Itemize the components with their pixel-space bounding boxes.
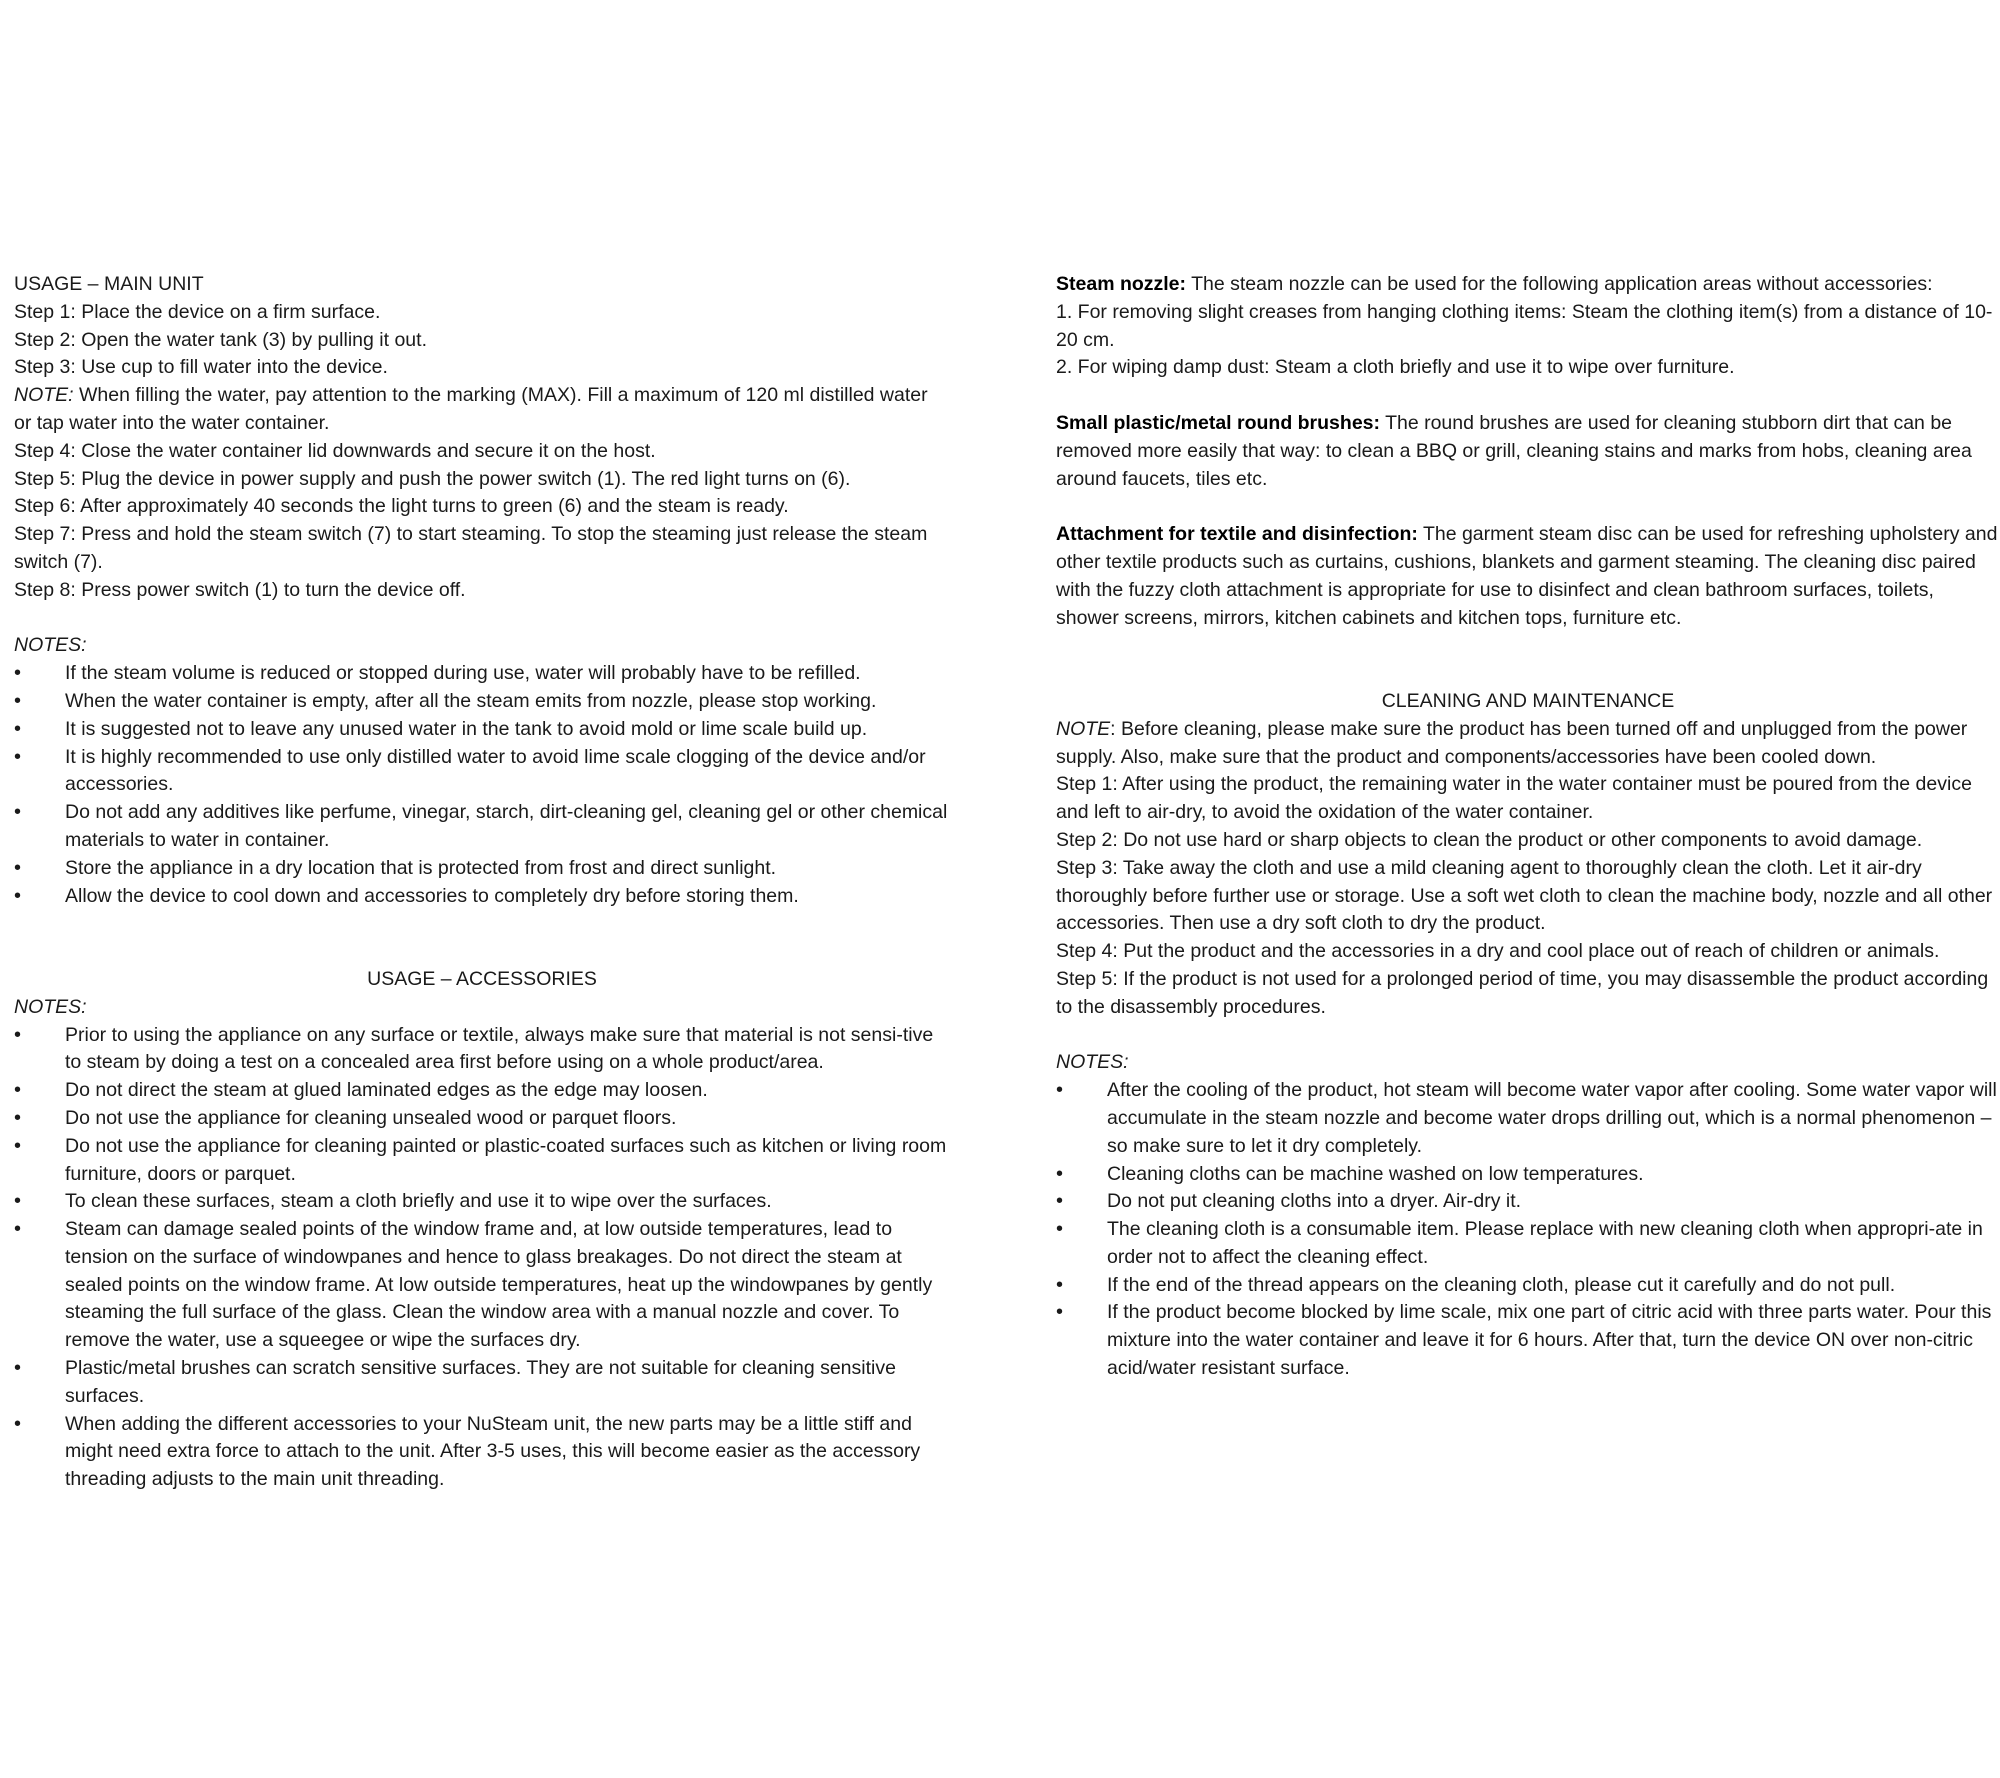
note-label: NOTE [1056, 717, 1111, 740]
section-title-main-unit: USAGE – MAIN UNIT [14, 273, 204, 295]
list-item: • If the steam volume is reduced or stopped during use, water will probably have to be refilled. [14, 660, 950, 688]
cleaning-step-1: Step 1: After using the product, the remaining water in the water container must be poured from the device and left to air-dry, to avoid the oxidation of the water container. [1056, 773, 1972, 824]
step-4: Step 4: Close the water container lid downwards and secure it on the host. [14, 439, 656, 462]
list-item: • Do not direct the steam at glued laminated edges as the edge may loosen. [14, 1077, 950, 1105]
round-brushes-label: Small plastic/metal round brushes: [1056, 411, 1380, 434]
step-8: Step 8: Press power switch (1) to turn the device off. [14, 578, 466, 601]
filling-note [14, 382, 950, 438]
steam-nozzle-intro [1056, 271, 2000, 299]
list-item: • Cleaning cloths can be machine washed on low temperatures. [1056, 1161, 2000, 1189]
list-item: • Do not use the appliance for cleaning unsealed wood or parquet floors. [14, 1105, 950, 1133]
list-item: • Allow the device to cool down and accessories to completely dry before storing them. [14, 883, 950, 911]
step-5: Step 5: Plug the device in power supply and push the power switch (1). The red light turns on (6). [14, 467, 851, 490]
list-item: • It is highly recommended to use only distilled water to avoid lime scale clogging of the device and/or accessories. [14, 744, 950, 800]
list-item: • Steam can damage sealed points of the window frame and, at low outside temperatures, lead to tension on the surface of windowpanes and hence to glass breakages. Do not direct the steam at sealed points on the window frame. At low outside temperatures, heat up the windowpanes by gently steaming the full surface of the glass. Clean the window area with a manual nozzle and cover. To remove the water, use a squeegee or wipe the surfaces dry. [14, 1216, 950, 1355]
step-6: Step 6: After approximately 40 seconds the light turns to green (6) and the steam is ready. [14, 495, 789, 518]
list-item: • If the product become blocked by lime scale, mix one part of citric acid with three parts water. Pour this mixture into the water container and leave it for 6 hours. After that, turn the device ON over non-citric acid/water resistant surface. [1056, 1299, 2000, 1382]
step-3: Step 3: Use cup to fill water into the device. [14, 356, 388, 379]
notes-label: NOTES: [14, 634, 87, 657]
cleaning-note [1056, 716, 2000, 772]
textile-attachment-text: The garment steam disc can be used for refreshing upholstery and other textile products such as curtains, cushions, blankets and garment steaming. The cleaning disc paired with the fuzzy cloth attachment is appropriate for use to disinfect and clean bathroom surfaces, toilets, shower screens, mirrors, kitchen cabinets and kitchen tops, furniture etc. [1056, 523, 1998, 629]
note-label: NOTE: [14, 384, 74, 407]
left-column [14, 271, 950, 1494]
textile-attachment-paragraph [1056, 521, 2000, 632]
list-item: • After the cooling of the product, hot steam will become water vapor after cooling. Some water vapor will accumulate in the steam nozzle and become water drops drilling out, which is a normal phenomenon – so make sure to let it dry completely. [1056, 1077, 2000, 1160]
textile-attachment-label: Attachment for textile and disinfection: [1056, 523, 1418, 546]
cleaning-notes-list [1056, 1077, 2000, 1383]
right-column [1056, 271, 2000, 1383]
round-brushes-paragraph [1056, 410, 2000, 493]
cleaning-step-5: Step 5: If the product is not used for a prolonged period of time, you may disassemble the product according to the disassembly procedures. [1056, 967, 1989, 1018]
round-brushes-text: The round brushes are used for cleaning stubborn dirt that can be removed more easily that way: to clean a BBQ or grill, cleaning stains and marks from hobs, cleaning area around faucets, tiles etc. [1056, 411, 1972, 490]
cleaning-step-4: Step 4: Put the product and the accessories in a dry and cool place out of reach of children or animals. [1056, 940, 1940, 963]
nozzle-use-2: 2. For wiping damp dust: Steam a cloth briefly and use it to wipe over furniture. [1056, 356, 1735, 379]
list-item: • It is suggested not to leave any unused water in the tank to avoid mold or lime scale build up. [14, 716, 950, 744]
cleaning-step-3: Step 3: Take away the cloth and use a mild cleaning agent to thoroughly clean the cloth. Let it air-dry thoroughly before further use or storage. Use a soft wet cloth to clean the machine body, nozzle and all other accessories. Then use a dry soft cloth to dry the product. [1056, 856, 1993, 935]
notes-label: NOTES: [1056, 1051, 1129, 1074]
note-text: : Before cleaning, please make sure the product has been turned off and unplugged from the power supply. Also, make sure that the product and components/accessories have been cooled down. [1056, 717, 1968, 768]
list-item: • The cleaning cloth is a consumable item. Please replace with new cleaning cloth when appropri-ate in order not to affect the cleaning effect. [1056, 1216, 2000, 1272]
list-item: • If the end of the thread appears on the cleaning cloth, please cut it carefully and do not pull. [1056, 1272, 2000, 1300]
cleaning-step-2: Step 2: Do not use hard or sharp objects to clean the product or other components to avoid damage. [1056, 828, 1923, 851]
step-2: Step 2: Open the water tank (3) by pulling it out. [14, 328, 427, 351]
note-text: When filling the water, pay attention to the marking (MAX). Fill a maximum of 120 ml distilled water or tap water into the water container. [14, 384, 928, 434]
notes-label: NOTES: [14, 995, 87, 1018]
list-item: • Prior to using the appliance on any surface or textile, always make sure that material is not sensi-tive to steam by doing a test on a concealed area first before using on a whole product/area. [14, 1022, 950, 1078]
list-item: • Do not use the appliance for cleaning painted or plastic-coated surfaces such as kitchen or living room furniture, doors or parquet. [14, 1133, 950, 1189]
list-item: • To clean these surfaces, steam a cloth briefly and use it to wipe over the surfaces. [14, 1188, 950, 1216]
list-item: • Plastic/metal brushes can scratch sensitive surfaces. They are not suitable for cleaning sensitive surfaces. [14, 1355, 950, 1411]
main-unit-notes-list [14, 660, 950, 910]
list-item: • Store the appliance in a dry location that is protected from frost and direct sunlight. [14, 855, 950, 883]
step-1: Step 1: Place the device on a firm surface. [14, 300, 381, 323]
list-item: • Do not put cleaning cloths into a dryer. Air-dry it. [1056, 1188, 2000, 1216]
section-title-accessories: USAGE – ACCESSORIES [367, 967, 597, 990]
list-item: • When the water container is empty, after all the steam emits from nozzle, please stop working. [14, 688, 950, 716]
step-7: Step 7: Press and hold the steam switch (7) to start steaming. To stop the steaming just release the steam switch (7). [14, 523, 928, 573]
list-item: • Do not add any additives like perfume, vinegar, starch, dirt-cleaning gel, cleaning gel or other chemical materials to water in container. [14, 799, 950, 855]
section-title-cleaning: CLEANING AND MAINTENANCE [1381, 689, 1675, 712]
nozzle-use-1: 1. For removing slight creases from hanging clothing items: Steam the clothing item(s) from a distance of 10-20 cm. [1056, 300, 1993, 351]
accessories-notes-list [14, 1022, 950, 1495]
list-item: • When adding the different accessories to your NuSteam unit, the new parts may be a little stiff and might need extra force to attach to the unit. After 3-5 uses, this will become easier as the accessory threading adjusts to the main unit threading. [14, 1411, 950, 1494]
steam-nozzle-label: Steam nozzle: [1056, 273, 1187, 295]
steam-nozzle-text: The steam nozzle can be used for the following application areas without accessories: [1186, 273, 1933, 295]
